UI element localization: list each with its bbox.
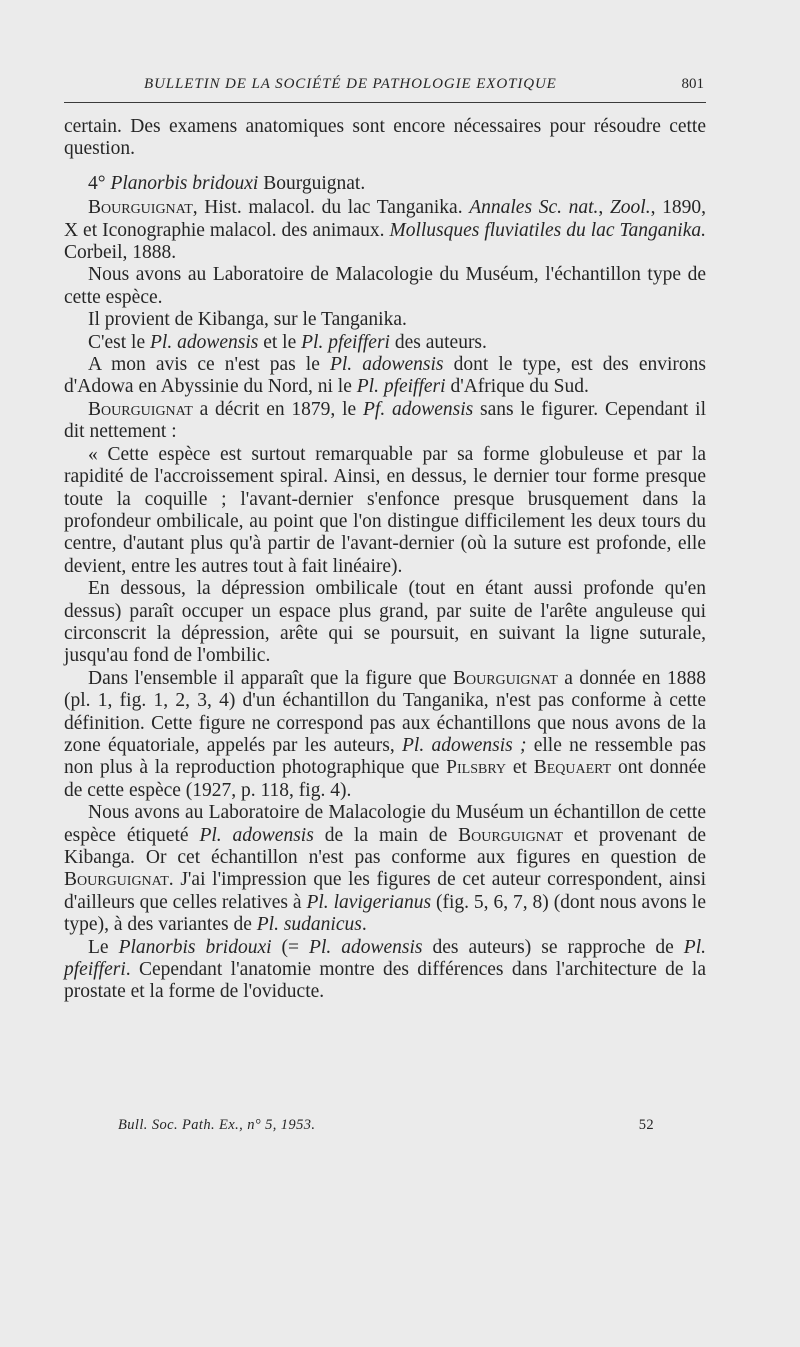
paragraph: Nous avons au Laboratoire de Malacologie du Muséum, l'échantillon type de cette espèce.	[64, 264, 706, 308]
paragraph: Il provient de Kibanga, sur le Tanganika.	[88, 309, 407, 331]
author-name: Bourguignat	[88, 398, 193, 420]
species-name: Pl. lavigerianus	[306, 891, 432, 913]
sheet-number: 52	[638, 1117, 654, 1133]
author-name: Bourguignat	[88, 197, 193, 219]
paragraph: A mon avis ce n'est pas le Pl. adowensis dont le type, est des environs d'Adowa en Abyssinie du Nord, ni le Pl. pfeifferi d'Afrique du Sud.	[64, 354, 707, 398]
species-name: Pl. pfeifferi	[301, 331, 390, 353]
paragraph: Bourguignat a décrit en 1879, le Pf. adowensis sans le figurer. Cependant il dit nettement :	[64, 398, 706, 443]
species-name: Pl. adowensis ;	[402, 734, 527, 756]
author-name: Bequaert	[533, 757, 612, 779]
author-name: Bourguignat	[458, 824, 563, 846]
species-heading: 4° Planorbis bridouxi Bourguignat.	[88, 172, 366, 194]
article-body	[64, 116, 706, 1004]
page-header	[64, 76, 706, 103]
author-name: Bourguignat	[452, 667, 558, 689]
species-name: Pf. adowensis	[362, 398, 474, 420]
species-name: Pl. pfeifferi	[356, 376, 446, 398]
running-title: BULLETIN DE LA SOCIÉTÉ DE PATHOLOGIE EXOTIQUE	[144, 76, 557, 92]
page-number: 801	[681, 76, 704, 92]
species-name: Planorbis bridouxi	[110, 172, 259, 194]
species-name: Pl. adowensis	[329, 354, 444, 376]
species-name: Pl. adowensis	[199, 824, 314, 846]
paragraph: Nous avons au Laboratoire de Malacologie du Muséum un échantillon de cette espèce étiqueté Pl. adowensis de la main de Bourguignat et provenant de Kibanga. Or cet échantillon n'est pas conforme aux figures en question de Bourguignat. J'ai l'impression que les figures de cet auteur correspondent, ainsi d'ailleurs que celles relatives à Pl. lavigerianus (fig. 5, 6, 7, 8) (dont nous avons le type), à des variantes de Pl. sudanicus.	[64, 802, 707, 936]
author-name: Pilsbry	[446, 757, 507, 779]
paragraph: Le Planorbis bridouxi (= Pl. adowensis des auteurs) se rapproche de Pl. pfeifferi. Cependant l'anatomie montre des différences dans l'architecture de la prostate et la forme de l'oviducte.	[64, 936, 706, 1003]
species-name: Pl. pfeifferi	[64, 936, 706, 981]
footer-citation: Bull. Soc. Path. Ex., n° 5, 1953.	[118, 1117, 316, 1133]
reference-paragraph: Bourguignat, Hist. malacol. du lac Tanganika. Annales Sc. nat., Zool., 1890, X et Iconographie malacol. des animaux. Mollusques fluviatiles du lac Tanganika. Corbeil, 1888.	[64, 197, 706, 264]
species-name: Pl. adowensis	[150, 331, 259, 353]
species-name: Pl. sudanicus	[256, 914, 362, 936]
species-name: Planorbis bridouxi	[118, 936, 272, 958]
paragraph: certain. Des examens anatomiques sont encore nécessaires pour résoudre cette question.	[64, 116, 706, 160]
paragraph: C'est le Pl. adowensis et le Pl. pfeifferi des auteurs.	[88, 331, 487, 353]
paragraph: Dans l'ensemble il apparaît que la figure que Bourguignat a donnée en 1888 (pl. 1, fig. 1, 2, 3, 4) d'un échantillon du Tanganika, n'est pas conforme à cette définition. Cette figure ne correspond pas aux échantillons que nous avons de la zone équatoriale, appelés par les auteurs, Pl. adowensis ; elle ne ressemble pas non plus à la reproduction photographique que Pilsbry et Bequaert ont donnée de cette espèce (1927, p. 118, fig. 4).	[64, 667, 706, 801]
species-name: Pl. adowensis	[309, 936, 423, 958]
author-name: Bourguignat	[64, 869, 169, 891]
quotation-paragraph: « Cette espèce est surtout remarquable par sa forme globuleuse et par la rapidité de l'accroissement spiral. Ainsi, en dessus, le dernier tour forme presque toute la coquille ; l'avant-dernier s'enfonce presque brusquement dans la profondeur ombilicale, au point que l'on distingue difficilement les deux tours du centre, d'autant plus qu'à partir de l'avant-dernier (où la suture est profonde, elle devient, entre les autres tout à fait linéaire).	[64, 443, 706, 577]
quotation-paragraph: En dessous, la dépression ombilicale (tout en étant aussi profonde qu'en dessus) paraît occuper un espace plus grand, par suite de l'arête anguleuse qui circonscrit la dépression, arête qui se poursuit, en suivant la ligne suturale, jusqu'au fond de l'ombilic.	[64, 578, 706, 667]
page-footer	[118, 1117, 654, 1134]
